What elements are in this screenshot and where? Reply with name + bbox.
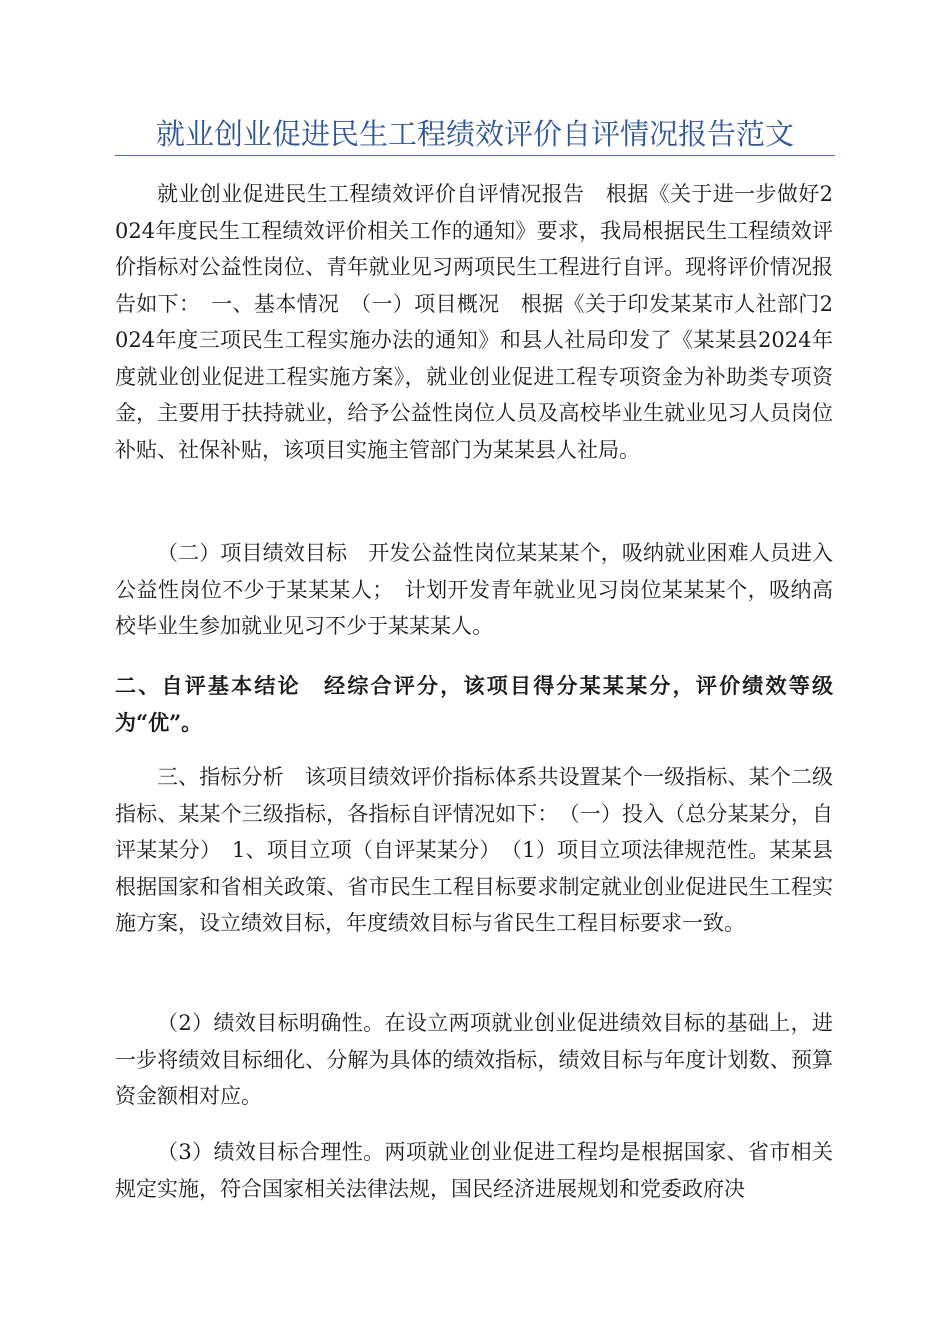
document-title: 就业创业促进民生工程绩效评价自评情况报告范文 bbox=[155, 117, 794, 151]
paragraph-performance-goals: （二）项目绩效目标 开发公益性岗位某某某个，吸纳就业困难人员进入公益性岗位不少于某某某人； 计划开发青年就业见习岗位某某某个，吸纳高校毕业生参加就业见习不少于某某某人。 bbox=[115, 541, 833, 638]
paragraph-conclusion: 二、自评基本结论 经综合评分，该项目得分某某某分，评价绩效等级为“优”。 bbox=[115, 673, 833, 735]
paragraph-goal-clarity: （2）绩效目标明确性。在设立两项就业创业促进绩效目标的基础上，进一步将绩效目标细化、分解为具体的绩效指标，绩效目标与年度计划数、预算资金额相对应。 bbox=[115, 1011, 833, 1108]
title-underline bbox=[115, 155, 835, 156]
paragraph-goal-rationality: （3）绩效目标合理性。两项就业创业促进工程均是根据国家、省市相关规定实施，符合国家相关法律法规，国民经济进展规划和党委政府决 bbox=[115, 1140, 833, 1201]
paragraph-intro: 就业创业促进民生工程绩效评价自评情况报告 根据《关于进一步做好2024年度民生工程绩效评价相关工作的通知》要求，我局根据民生工程绩效评价指标对公益性岗位、青年就业见习两项民生工程进行自评。现将评价情况报告如下： 一、基本情况 （一）项目概况 根据《关于印发某某市人社部门2024年度三项民生工程实施办法的通知》和县人社局印发了《某某县2024年度就业创业促进工程实施方案》，就业创业促进工程专项资金为补助类专项资金，主要用于扶持就业，给予公益性岗位人员及高校毕业生就业见习人员岗位补贴、社保补贴，该项目实施主管部门为某某县人社局。 bbox=[115, 182, 833, 462]
paragraph-indicator-analysis: 三、指标分析 该项目绩效评价指标体系共设置某个一级指标、某个二级指标、某某个三级指标，各指标自评情况如下： （一）投入（总分某某分，自评某某分） 1、项目立项（自评某某分） （1）项目立项法律规范性。某某县根据国家和省相关政策、省市民生工程目标要求制定就业创业促进民生工程实施方案，设立绩效目标，年度绩效目标与省民生工程目标要求一致。 bbox=[115, 765, 833, 935]
